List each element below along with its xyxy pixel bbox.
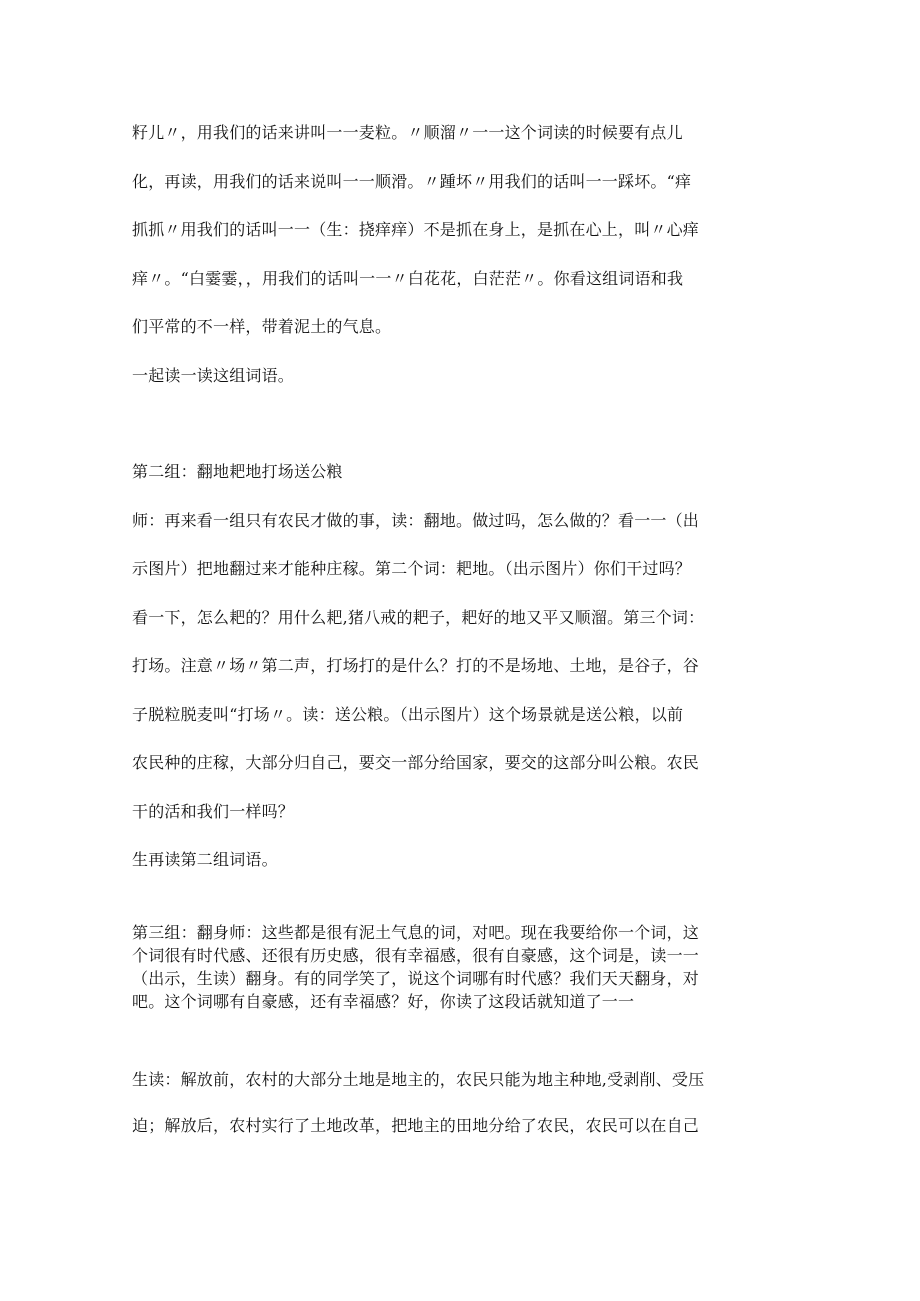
paragraph-2-line: 师：再来看一组只有农民才做的事，读：翻地。做过吗，怎么做的？看一一（出 [132,511,700,530]
paragraph-2-line: 子脱粒脱麦叫“打场〃。读：送公粮。（出示图片）这个场景就是送公粮，以前 [132,705,684,724]
paragraph-1-line: 痒〃。“白霎霎，，用我们的话叫一一〃白花花，白茫茫〃。你看这组词语和我 [132,269,684,288]
paragraph-3-line: 第三组：翻身师：这些都是很有泥土气息的词，对吧。现在我要给你一个词，这 [132,923,700,942]
paragraph-2-line: 看一下，怎么耙的？用什么耙,猪八戒的耙子，耙好的地又平又顺溜。第三个词： [132,608,705,627]
paragraph-1-line: 籽儿〃，用我们的话来讲叫一一麦粒。〃顺溜〃一一这个词读的时候要有点儿 [132,123,683,142]
read-group-2-line: 生再读第二组词语。 [132,850,278,869]
paragraph-2-line: 打场。注意〃场〃第二声，打场打的是什么？打的不是场地、土地，是谷子，谷 [132,656,700,675]
read-together-line: 一起读一读这组词语。 [132,366,295,385]
paragraph-1-line: 抓抓〃用我们的话叫一一（生：挠痒痒）不是抓在身上，是抓在心上，叫〃心痒 [132,220,700,239]
paragraph-2-line: 示图片）把地翻过来才能种庄稼。第二个词：耙地。（出示图片）你们干过吗？ [132,559,692,578]
group-2-title: 第二组：翻地耙地打场送公粮 [132,462,343,481]
paragraph-1-line: 们平常的不一样，带着泥土的气息。 [132,317,392,336]
paragraph-3-line: （出示，生读）翻身。有的同学笑了，说这个词哪有时代感？我们天天翻身，对 [132,969,700,988]
paragraph-4-line: 迫；解放后，农村实行了土地改革，把地主的田地分给了农民，农民可以在自己 [132,1116,700,1135]
paragraph-1-line: 化，再读，用我们的话来说叫一一顺滑。〃踵坏〃用我们的话叫一一踩坏。“痒 [132,172,692,191]
paragraph-4-line: 生读：解放前，农村的大部分土地是地主的，农民只能为地主种地,受剥削、受压 [132,1070,705,1089]
paragraph-2-line: 农民种的庄稼，大部分归自己，要交一部分给国家，要交的这部分叫公粮。农民 [132,753,700,772]
paragraph-2-line: 干的活和我们一样吗？ [132,802,295,821]
paragraph-3-line: 个词很有时代感、还很有历史感，很有幸福感，很有自豪感，这个词是，读一一 [132,946,700,965]
paragraph-3-line: 吧。这个词哪有自豪感，还有幸福感？好，你读了这段话就知道了一一 [132,992,635,1011]
